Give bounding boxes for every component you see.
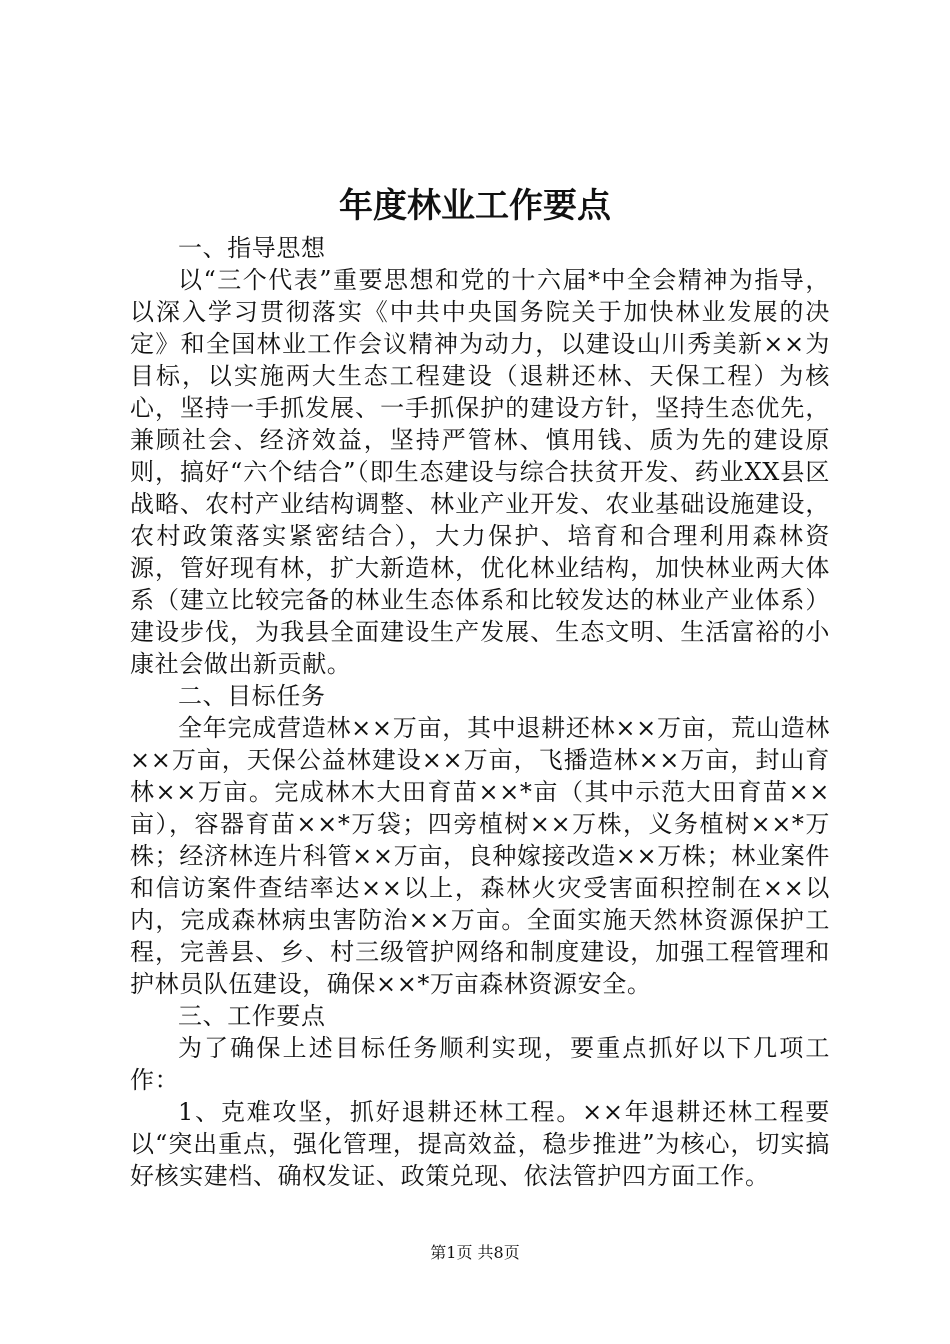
paragraph-work-point-1: 1、克难攻坚，抓好退耕还林工程。××年退耕还林工程要以“突出重点，强化管理，提高效益，稳步推进”为核心，切实搞好核实建档、确权发证、政策兑现、依法管护四方面工作。: [130, 1098, 830, 1190]
paragraph-target-tasks: 全年完成营造林××万亩，其中退耕还林××万亩，荒山造林××万亩，天保公益林建设××万亩，飞播造林××万亩，封山育林××万亩。完成林木大田育苗××*亩（其中示范大田育苗××亩），容器育苗××*万袋；四旁植树××万株，义务植树××*万株；经济林连片科管××万亩，良种嫁接改造××万株；林业案件和信访案件查结率达××以上，森林火灾受害面积控制在××以内，完成森林病虫害防治××万亩。全面实施天然林资源保护工程，完善县、乡、村三级管护网络和制度建设，加强工程管理和护林员队伍建设，确保××*万亩森林资源安全。: [130, 714, 830, 998]
paragraph-guiding-thought: 以“三个代表”重要思想和党的十六届*中全会精神为指导，以深入学习贯彻落实《中共中央国务院关于加快林业发展的决定》和全国林业工作会议精神为动力，以建设山川秀美新××为目标，以实施两大生态工程建设（退耕还林、天保工程）为核心，坚持一手抓发展、一手抓保护的建设方针，坚持生态优先，兼顾社会、经济效益，坚持严管林、慎用钱、质为先的建设原则，搞好“六个结合”（即生态建设与综合扶贫开发、药业XX县区战略、农村产业结构调整、林业产业开发、农业基础设施建设，农村政策落实紧密结合），大力保护、培育和合理利用森林资源，管好现有林，扩大新造林，优化林业结构，加快林业两大体系（建立比较完备的林业生态体系和比较发达的林业产业体系）建设步伐，为我县全面建设生产发展、生态文明、生活富裕的小康社会做出新贡献。: [130, 266, 830, 678]
section-heading-work-points: 三、工作要点: [178, 1002, 326, 1030]
section-heading-target-tasks: 二、目标任务: [178, 682, 326, 710]
section-heading-guiding-thought: 一、指导思想: [178, 234, 326, 262]
document-title: 年度林业工作要点: [339, 186, 611, 226]
page-number-footer: 第1页 共8页: [430, 1243, 520, 1262]
paragraph-work-points-intro: 为了确保上述目标任务顺利实现，要重点抓好以下几项工作：: [130, 1034, 830, 1094]
document-body: [130, 232, 830, 1192]
